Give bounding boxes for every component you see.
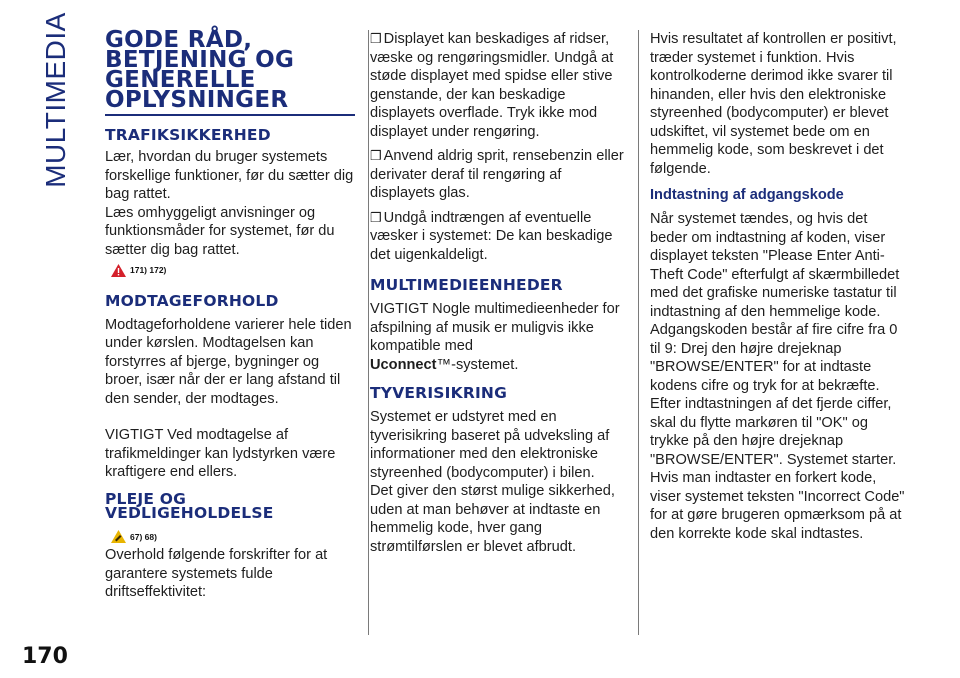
reception-text-2: VIGTIGT Ved modtagelse af trafikmeldinger kan lydstyrken være kraftigere end ellers.: [105, 427, 336, 480]
multimedia-text-before: VIGTIGT Nogle multimedieenheder for afspilning af musik er muligvis ikke kompatible med: [370, 301, 620, 354]
reception-text-1: Modtageforholdene varierer hele tiden under kørslen. Modtagelsen kan forstyrres af bjerge, bygninger og broer, især når der er lang afstand til den sender, der modtages.: [105, 316, 352, 407]
caution-reference-numbers: 67) 68): [130, 531, 157, 542]
traffic-safety-heading: TRAFIKSIKKERHED: [105, 126, 271, 144]
care-bullet-text: Undgå indtrængen af eventuelle væsker i systemet: De kan beskadige det uigenkaldeligt.: [370, 209, 613, 263]
brand-name: Uconnect: [370, 356, 437, 373]
page-number: 170: [22, 644, 68, 669]
page-title: [105, 27, 355, 116]
theft-protection-text-2: Det giver den størst mulige sikkerhed, uden at man behøver at indtaste en hemmelig kode, hver gang strømtilførslen er blevet afbrudt.: [370, 483, 615, 555]
care-bullet-item: [370, 30, 630, 141]
multimedia-text: [370, 300, 630, 374]
code-entry-subheading: Indtastning af adgangskode: [650, 187, 844, 203]
checkbox-bullet-icon: ❒: [370, 209, 382, 225]
reception-heading: MODTAGEFORHOLD: [105, 291, 279, 310]
traffic-safety-text-1: Lær, hvordan du bruger systemets forskellige funktioner, før du sætter dig bag rattet.: [105, 149, 354, 202]
traffic-safety-text-2: Læs omhyggeligt anvisninger og funktionsmåder for systemet, før du sætter dig bag rattet.: [105, 204, 335, 258]
page-title-line: GENERELLE: [105, 67, 256, 93]
care-heading: [105, 489, 355, 522]
care-heading-line: VEDLIGEHOLDELSE: [105, 503, 274, 522]
column-divider-2: [638, 30, 639, 635]
page-title-line: GODE RÅD,: [105, 27, 253, 53]
checkbox-bullet-icon: ❒: [370, 148, 382, 163]
warning-reference: [111, 261, 355, 280]
code-check-text: Hvis resultatet af kontrollen er positivt, træder systemet i funktion. Hvis kontrolkoderne derimod ikke svarer til hinanden, eller hvis den elektroniske styreenhed (bodycomputer) er blevet udskiftet, vil systemet bede om en hemmelig kode, som beskrevet i det følgende.: [650, 31, 897, 177]
warning-triangle-icon: [111, 264, 126, 277]
column-divider-1: [368, 30, 369, 635]
care-bullet-text: Displayet kan beskadiges af ridser, væske og rengøringsmidler. Undgå at støde displayet med spidse eller stive genstande, der kan beskadige displayets overflade. Tryk ikke mod displayet under rengøring.: [370, 31, 614, 140]
page-title-line: BETJENING OG: [105, 47, 295, 73]
care-bullet-item: [370, 147, 630, 203]
section-side-label: MULTIMEDIA: [40, 12, 71, 188]
theft-protection-text-1: Systemet er udstyret med en tyverisikring baseret på udveksling af informationer med den elektroniske styreenhed (bodycomputer) i bilen.: [370, 409, 610, 481]
multimedia-heading: MULTIMEDIEENHEDER: [370, 276, 563, 294]
column-1: [105, 27, 355, 602]
care-bullet-item: [370, 209, 630, 265]
checkbox-bullet-icon: ❒: [370, 31, 382, 46]
caution-reference: [111, 528, 355, 547]
column-3: [650, 30, 905, 543]
code-entry-text-1: Når systemet tændes, og hvis det beder om indtastning af koden, viser displayet teksten "Please Enter Anti-Theft Code" efterfulgt af skærmbilledet med det grafiske numeriske tastatur til indtastning af den hemmelige kode.: [650, 211, 900, 320]
page-title-line: OPLYSNINGER: [105, 87, 289, 113]
warning-reference-numbers: 171) 172): [130, 265, 167, 275]
multimedia-text-after: ™-systemet.: [436, 356, 519, 373]
theft-protection-heading: TYVERISIKRING: [370, 384, 508, 402]
care-text: Overhold følgende forskrifter for at garantere systemets fulde driftseffektivitet:: [105, 547, 328, 600]
care-heading-line: PLEJE OG: [105, 489, 187, 508]
column-2: [370, 30, 630, 556]
code-entry-text-2: Adgangskoden består af fire cifre fra 0 til 9: Drej den højre drejeknap "BROWSE/ENTER" for at indtaste kodens cifre og tryk for at bekræfte. Efter indtastningen af det fjerde ciffer, skal du flytte markøren til "OK" og trykke på den højre drejeknap "BROWSE/ENTER". Systemet starter. Hvis man indtaster en forkert kode, viser systemet teksten "Incorrect Code" for at gøre brugeren opmærksom på at den korrekte kode skal indtastes.: [650, 322, 905, 542]
care-bullet-text: Anvend aldrig sprit, rensebenzin eller derivater deraf til rengøring af displayets glas.: [370, 148, 624, 201]
caution-triangle-icon: [111, 530, 126, 543]
